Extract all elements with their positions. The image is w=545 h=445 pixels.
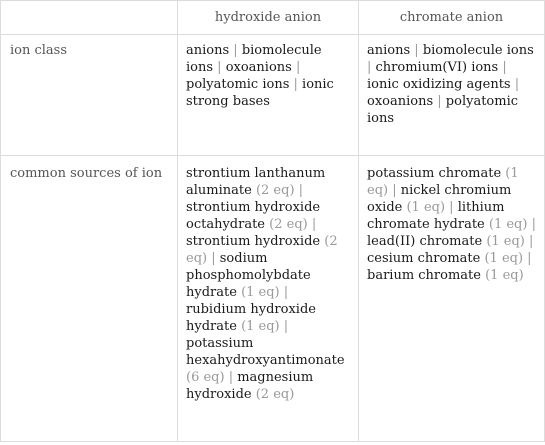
row-label: common sources of ion [1, 156, 178, 442]
item-equivalents: (2 eq) [269, 217, 308, 233]
item-equivalents: (1 eq) [488, 217, 528, 233]
item-name: sodium phosphomolybdate hydrate [186, 251, 311, 301]
item-name: cesium chromate [367, 251, 481, 267]
item-equivalents: (2 eq) [255, 387, 295, 403]
item-name: magnesium hydroxide [186, 370, 314, 403]
header-row [1, 1, 545, 35]
item-equivalents: (1 eq) [485, 268, 524, 284]
column-header: hydroxide anion [178, 1, 359, 35]
column-header: chromate anion [359, 1, 545, 35]
item-name: chromium(VI) ions [375, 60, 499, 76]
item-separator: | [307, 217, 317, 233]
item-equivalents: (1 eq) [241, 319, 280, 335]
item-name: nickel chromium oxide [367, 183, 512, 216]
item-separator: | [224, 370, 238, 386]
item-equivalents: (1 eq) [486, 234, 525, 250]
item-name: lithium chromate hydrate [367, 200, 505, 233]
item-separator: | [510, 77, 520, 93]
item-name: polyatomic ions [186, 77, 290, 93]
item-separator: | [279, 285, 289, 301]
item-separator: | [524, 234, 534, 250]
item-name: anions [367, 43, 411, 59]
item-name: biomolecule ions [186, 43, 322, 76]
item-separator: | [207, 251, 220, 267]
item-separator: | [498, 60, 507, 76]
table-row [1, 156, 545, 442]
item-name: lead(II) chromate [367, 234, 483, 250]
value-cell [178, 35, 359, 156]
item-equivalents: (2 eq) [186, 234, 338, 267]
item-separator: | [291, 60, 301, 76]
item-name: rubidium hydroxide hydrate [186, 302, 316, 335]
item-equivalents: (1 eq) [367, 166, 519, 199]
value-cell [359, 156, 545, 442]
item-name: biomolecule ions [422, 43, 534, 59]
item-separator: | [294, 183, 304, 199]
table-row [1, 35, 545, 156]
item-separator: | [523, 251, 532, 267]
item-equivalents: (1 eq) [484, 251, 524, 267]
item-name: strontium hydroxide octahydrate [186, 200, 321, 233]
item-separator: | [410, 43, 423, 59]
item-separator: | [527, 217, 536, 233]
item-separator: | [433, 94, 446, 110]
item-name: polyatomic ions [367, 94, 519, 127]
item-name: ionic strong bases [186, 77, 334, 110]
item-separator: | [279, 319, 289, 335]
item-equivalents: (1 eq) [406, 200, 446, 216]
item-name: barium chromate [367, 268, 481, 284]
item-name: ionic oxidizing agents [367, 77, 511, 93]
item-name: potassium hexahydroxyantimonate [186, 336, 345, 369]
item-separator: | [229, 43, 242, 59]
item-separator: | [289, 77, 303, 93]
item-separator: | [213, 60, 226, 76]
item-equivalents: (1 eq) [241, 285, 280, 301]
item-equivalents: (6 eq) [186, 370, 225, 386]
item-name: anions [186, 43, 230, 59]
corner-cell [1, 1, 178, 35]
item-name: oxoanions [225, 60, 292, 76]
value-cell [178, 156, 359, 442]
item-separator: | [388, 183, 401, 199]
item-name: oxoanions [367, 94, 434, 110]
item-separator: | [367, 60, 376, 76]
row-label: ion class [1, 35, 178, 156]
item-name: potassium chromate [367, 166, 502, 182]
value-cell [359, 35, 545, 156]
item-name: strontium hydroxide [186, 234, 321, 250]
item-separator: | [445, 200, 458, 216]
item-name: strontium lanthanum aluminate [186, 166, 326, 199]
item-equivalents: (2 eq) [255, 183, 295, 199]
